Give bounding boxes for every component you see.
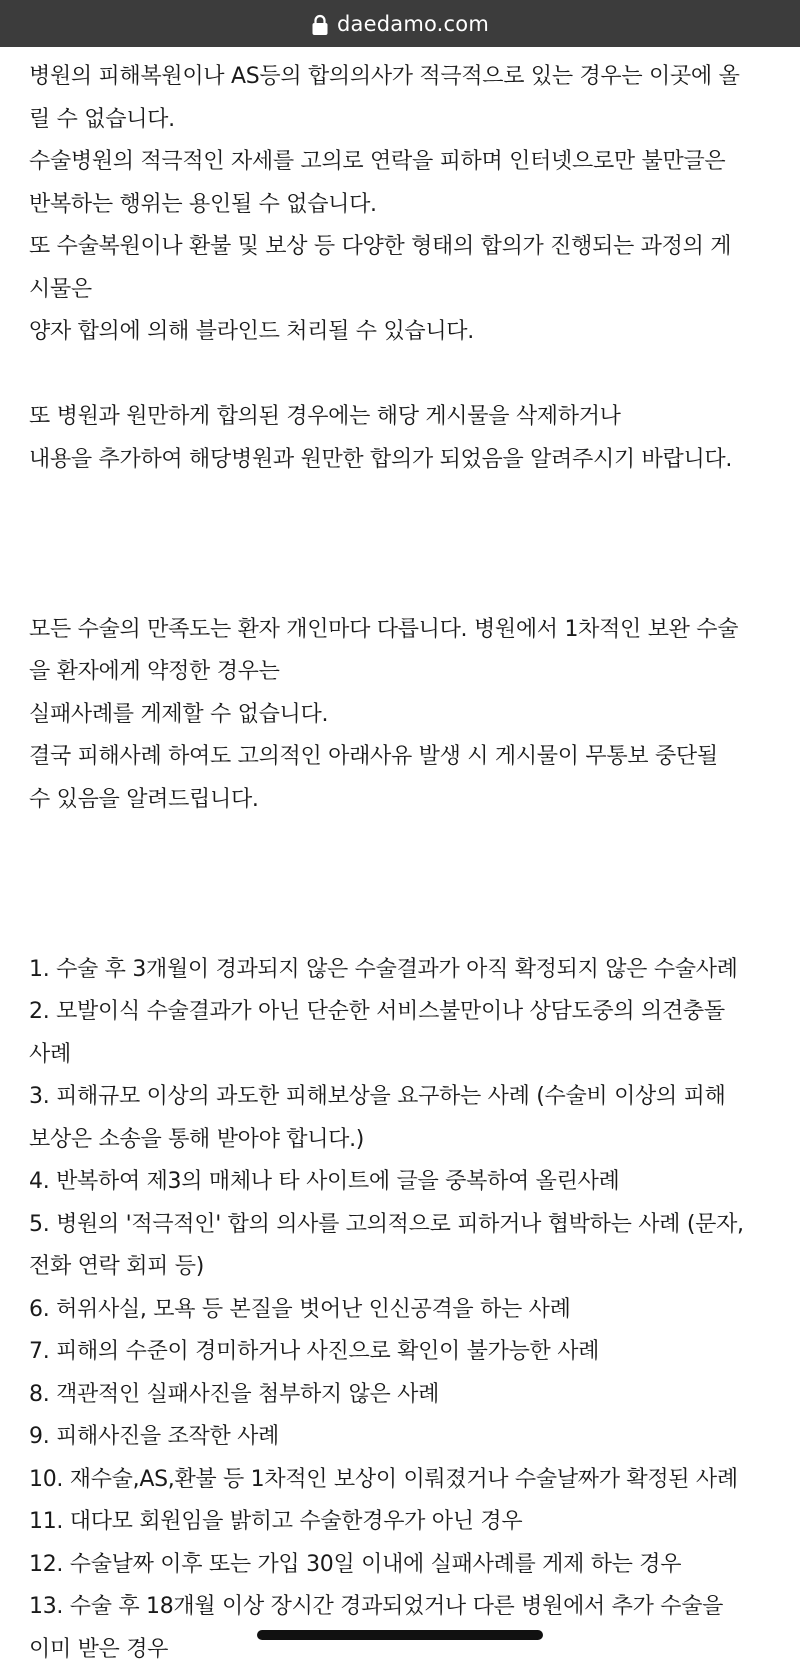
lock-icon	[311, 14, 329, 36]
satisfaction-paragraph-2: 실패사례를 게제할 수 없습니다.	[29, 694, 779, 737]
agreement-paragraph-1: 또 병원과 원만하게 합의된 경우에는 해당 게시물을 삭제하거나	[29, 396, 779, 439]
rule-item: 8. 객관적인 실패사진을 첨부하지 않은 사례	[29, 1374, 779, 1417]
satisfaction-paragraph-1: 모든 수술의 만족도는 환자 개인마다 다릅니다. 병원에서 1차적인 보완 수술 을 환자에게 약정한 경우는	[29, 609, 779, 694]
spacer	[29, 481, 779, 609]
intro-paragraph-4: 양자 합의에 의해 블라인드 처리될 수 있습니다.	[29, 311, 779, 354]
rule-item: 4. 반복하여 제3의 매체나 타 사이트에 글을 중복하여 올린사례	[29, 1161, 779, 1204]
rule-item: 5. 병원의 '적극적인' 합의 의사를 고의적으로 피하거나 협박하는 사례 (문자, 전화 연락 회피 등)	[29, 1204, 779, 1289]
rule-item: 2. 모발이식 수술결과가 아닌 단순한 서비스불만이나 상담도중의 의견충돌 사례	[29, 991, 779, 1076]
rule-item: 1. 수술 후 3개월이 경과되지 않은 수술결과가 아직 확정되지 않은 수술사례	[29, 949, 779, 992]
rules-list	[29, 949, 779, 1671]
rule-item: 9. 피해사진을 조작한 사례	[29, 1416, 779, 1459]
rule-item: 3. 피해규모 이상의 과도한 피해보상을 요구하는 사례 (수술비 이상의 피해 보상은 소송을 통해 받아야 합니다.)	[29, 1076, 779, 1161]
rule-item: 12. 수술날짜 이후 또는 가입 30일 이내에 실패사례를 게제 하는 경우	[29, 1544, 779, 1587]
rule-item: 11. 대다모 회원임을 밝히고 수술한경우가 아닌 경우	[29, 1501, 779, 1544]
intro-paragraph-2: 수술병원의 적극적인 자세를 고의로 연락을 피하며 인터넷으로만 불만글은 반복하는 행위는 용인될 수 없습니다.	[29, 141, 779, 226]
spacer	[29, 354, 779, 397]
intro-paragraph-3: 또 수술복원이나 환불 및 보상 등 다양한 형태의 합의가 진행되는 과정의 게 시물은	[29, 226, 779, 311]
notice-content	[29, 56, 779, 1671]
intro-paragraph-1: 병원의 피해복원이나 AS등의 합의의사가 적극적으로 있는 경우는 이곳에 올 릴 수 없습니다.	[29, 56, 779, 141]
agreement-paragraph-2: 내용을 추가하여 해당병원과 원만한 합의가 되었음을 알려주시기 바랍니다.	[29, 439, 779, 482]
spacer	[29, 821, 779, 949]
rule-item: 10. 재수술,AS,환불 등 1차적인 보상이 이뤄졌거나 수술날짜가 확정된 사례	[29, 1459, 779, 1502]
rule-item: 6. 허위사실, 모욕 등 본질을 벗어난 인신공격을 하는 사례	[29, 1289, 779, 1332]
rule-item: 13. 수술 후 18개월 이상 장시간 경과되었거나 다른 병원에서 추가 수술을 이미 받은 경우	[29, 1586, 779, 1671]
browser-url-bar[interactable]	[0, 0, 800, 47]
home-indicator[interactable]	[257, 1630, 543, 1640]
url-text: daedamo.com	[337, 12, 489, 36]
rule-item: 7. 피해의 수준이 경미하거나 사진으로 확인이 불가능한 사례	[29, 1331, 779, 1374]
satisfaction-paragraph-3: 결국 피해사례 하여도 고의적인 아래사유 발생 시 게시물이 무통보 중단될 수 있음을 알려드립니다.	[29, 736, 779, 821]
